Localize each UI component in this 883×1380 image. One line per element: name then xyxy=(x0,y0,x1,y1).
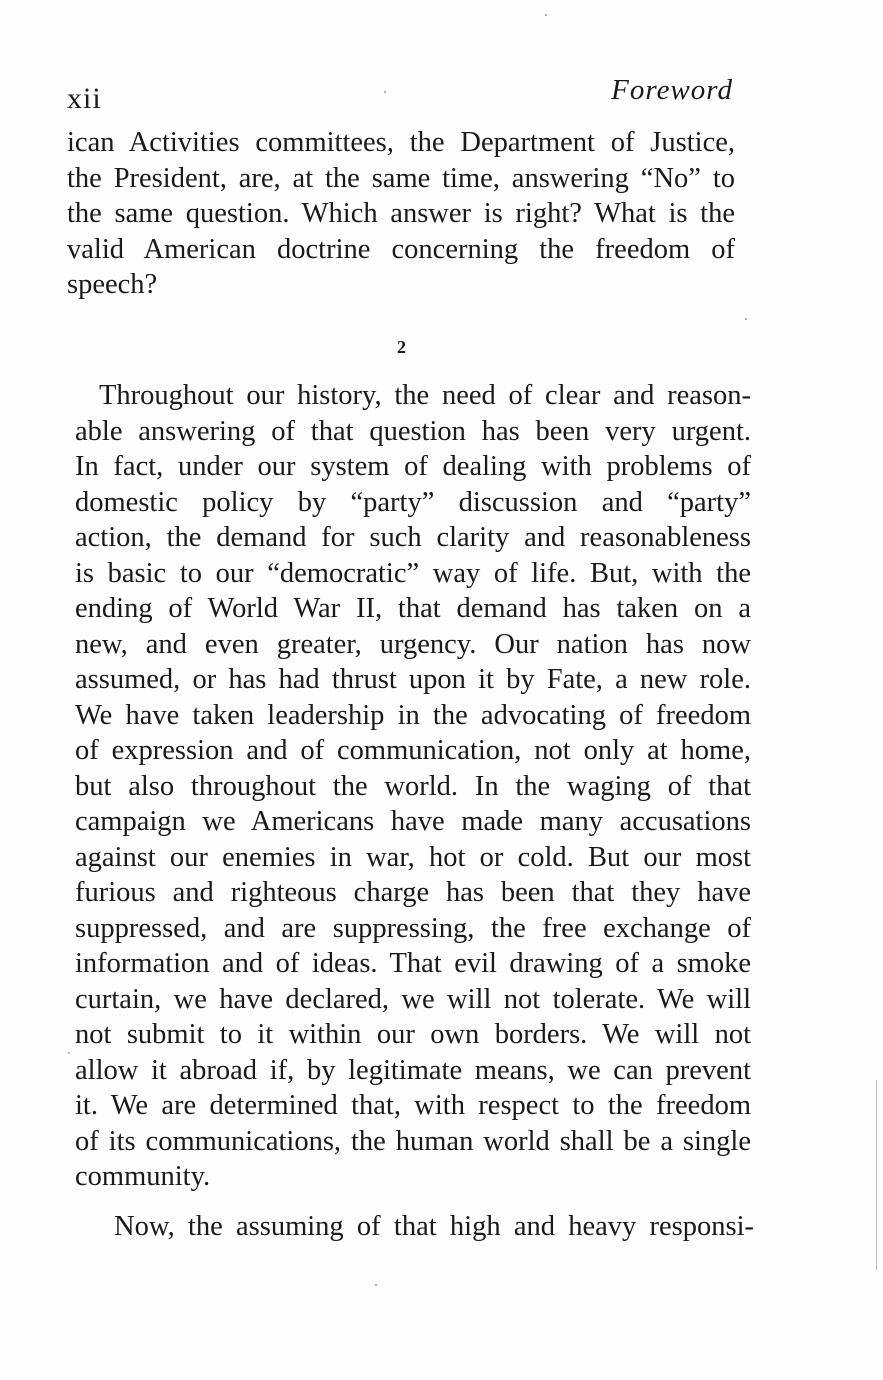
running-title: Foreword xyxy=(611,74,733,106)
paragraph-line: ican Activities committees, the Department of Justice, xyxy=(67,127,735,158)
scan-edge-line xyxy=(876,1080,877,1270)
page-number: xii xyxy=(67,82,102,115)
paragraph-line: of expression and of communication, not only at home, xyxy=(75,735,751,766)
paragraph-line: campaign we Americans have made many accusations xyxy=(75,806,751,837)
paragraph-line: the same question. Which answer is right? What is the xyxy=(67,198,735,229)
paragraph-line: is basic to our “democratic” way of life. But, with the xyxy=(75,557,751,589)
paragraph-line: Now, the assuming of that high and heavy responsi- xyxy=(114,1211,754,1242)
paragraph-line: furious and righteous charge has been that they have xyxy=(75,877,751,908)
paragraph-line: it. We are determined that, with respect to the freedom xyxy=(75,1090,751,1121)
scan-speck xyxy=(375,1284,377,1286)
paragraph-line: of its communications, the human world shall be a single xyxy=(75,1125,751,1157)
scan-speck xyxy=(384,91,386,93)
paragraph-line: community. xyxy=(75,1161,211,1192)
paragraph-line: Throughout our history, the need of clear and reason- xyxy=(99,380,751,411)
paragraph-line: curtain, we have declared, we will not tolerate. We will xyxy=(75,983,751,1015)
paragraph-line: suppressed, and are suppressing, the free exchange of xyxy=(75,912,751,944)
paragraph-3 xyxy=(88,1209,754,1245)
scan-speck xyxy=(68,1052,70,1054)
paragraph-line: new, and even greater, urgency. Our nation has now xyxy=(75,628,751,660)
paragraph-line: but also throughout the world. In the waging of that xyxy=(75,770,751,802)
paragraph-line: ending of World War II, that demand has taken on a xyxy=(75,593,751,624)
paragraph-line: domestic policy by “party” discussion and “party” xyxy=(75,486,751,518)
paragraph-line: the President, are, at the same time, answering “No” to xyxy=(67,162,735,194)
paragraph-line: In fact, under our system of dealing with problems of xyxy=(75,451,751,482)
paragraph-line: action, the demand for such clarity and reasonableness xyxy=(75,522,751,553)
paragraph-line: assumed, or has had thrust upon it by Fate, a new role. xyxy=(75,664,751,695)
paragraph-line: We have taken leadership in the advocating of freedom xyxy=(75,699,751,731)
paragraph-line: against our enemies in war, hot or cold. But our most xyxy=(75,841,751,873)
paragraph-line: allow it abroad if, by legitimate means, we can prevent xyxy=(75,1054,751,1086)
paragraph-line: speech? xyxy=(67,269,158,300)
scan-speck xyxy=(745,318,747,320)
paragraph-1 xyxy=(67,125,735,303)
paragraph-line: able answering of that question has been very urgent. xyxy=(75,415,751,447)
paragraph-line: not submit to it within our own borders. We will not xyxy=(75,1019,751,1050)
scan-speck xyxy=(545,14,547,16)
paragraph-line: information and of ideas. That evil drawing of a smoke xyxy=(75,948,751,979)
section-number: 2 xyxy=(397,337,406,357)
paragraph-line: valid American doctrine concerning the freedom of xyxy=(67,233,735,265)
paragraph-2 xyxy=(75,378,751,1195)
